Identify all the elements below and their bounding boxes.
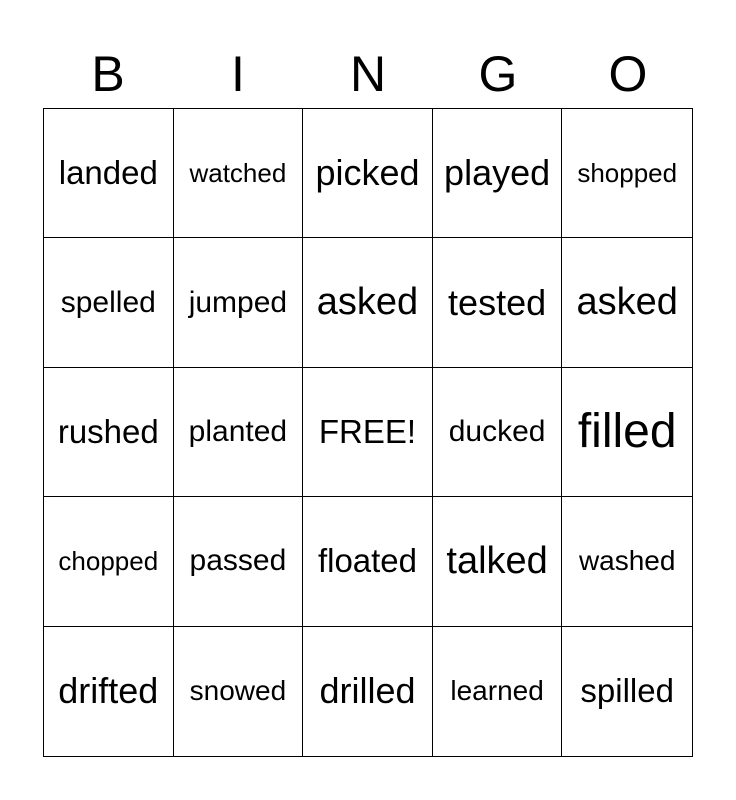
bingo-cell: talked — [433, 497, 563, 626]
header-letter-g: G — [478, 46, 518, 102]
bingo-cell: tested — [433, 238, 563, 367]
header-letter-n: N — [349, 46, 387, 102]
bingo-cell: played — [433, 109, 563, 238]
bingo-cell: snowed — [174, 627, 304, 756]
header-letter-o: O — [608, 46, 648, 102]
bingo-cell: landed — [44, 109, 174, 238]
bingo-cell: ducked — [433, 368, 563, 497]
bingo-cell: asked — [562, 238, 692, 367]
bingo-cell: rushed — [44, 368, 174, 497]
bingo-cell: spilled — [580, 672, 674, 710]
bingo-board — [43, 108, 693, 757]
header-letter-i: I — [231, 46, 245, 102]
bingo-cell: shopped — [562, 109, 692, 238]
bingo-cell: filled — [562, 368, 692, 497]
bingo-cell: jumped — [174, 238, 304, 367]
bingo-header — [43, 40, 693, 108]
bingo-cell: planted — [174, 368, 304, 497]
bingo-cell: drilled — [303, 627, 433, 756]
bingo-cell: chopped — [44, 497, 174, 626]
bingo-cell: spelled — [44, 238, 174, 367]
bingo-cell: passed — [174, 497, 304, 626]
bingo-cell: watched — [174, 109, 304, 238]
bingo-cell: drifted — [44, 627, 174, 756]
header-letter-b: B — [91, 46, 125, 102]
bingo-cell-free: FREE! — [303, 368, 433, 497]
bingo-cell: learned — [433, 627, 563, 756]
bingo-cell: washed — [562, 497, 692, 626]
bingo-cell: picked — [303, 109, 433, 238]
bingo-cell: floated — [303, 497, 433, 626]
bingo-cell: asked — [303, 238, 433, 367]
